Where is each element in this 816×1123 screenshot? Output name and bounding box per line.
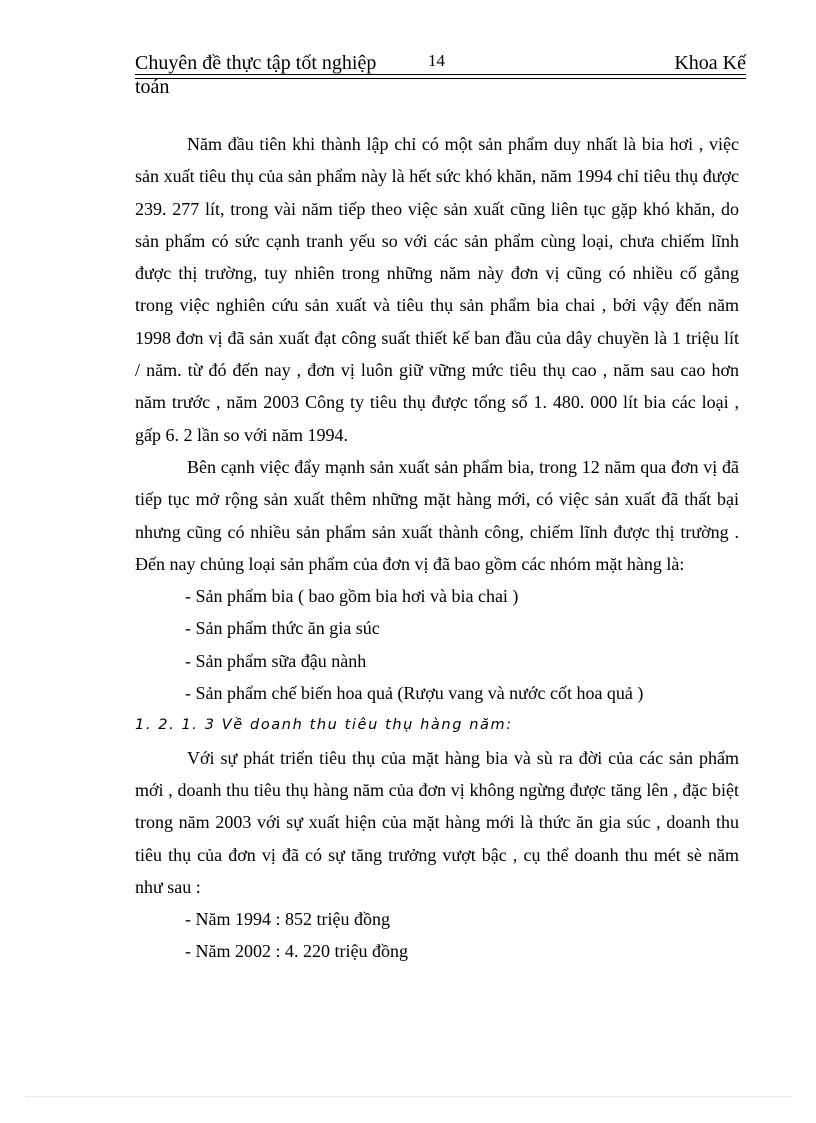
revenue-list-item: - Năm 1994 : 852 triệu đồng <box>185 909 390 930</box>
revenue-list-item: - Năm 2002 : 4. 220 triệu đồng <box>185 941 408 962</box>
header-department-continuation: toán <box>135 76 170 98</box>
header-rule-thick <box>135 74 746 75</box>
header-title: Chuyên đề thực tập tốt nghiệp <box>135 52 377 74</box>
paragraph-intro: Năm đầu tiên khi thành lập chỉ có một sản phẩm duy nhất là bia hơi , việc sản xuất tiêu thụ của sản phẩm này là hết sức khó khăn, năm 1994 chỉ tiêu thụ được 239. 277 lít, trong vài năm tiếp theo việc sản xuất cũng liên tục gặp khó khăn, do sản phẩm có sức cạnh tranh yếu so với các sản phẩm cùng loại, chưa chiếm lĩnh được thị trường, tuy nhiên trong những năm này đơn vị cũng có nhiều cố gắng trong việc nghiên cứu sản xuất và tiêu thụ sản phẩm bia chai , bởi vậy đến năm 1998 đơn vị đã sản xuất đạt công suất thiết kế ban đầu của dây chuyền là 1 triệu lít / năm. từ đó đến nay , đơn vị luôn giữ vững mức tiêu thụ cao , năm sau cao hơn năm trước , năm 2003 Công ty tiêu thụ được tổng số 1. 480. 000 lít bia các loại , gấp 6. 2 lần so với năm 1994. <box>135 134 739 445</box>
product-list-item: - Sản phẩm bia ( bao gồm bia hơi và bia chai ) <box>185 586 519 607</box>
product-list-item: - Sản phẩm sữa đậu nành <box>185 650 367 671</box>
product-list-item: - Sản phẩm thức ăn gia súc <box>185 618 380 639</box>
paragraph-revenue: Với sự phát triển tiêu thụ của mặt hàng bia và sù ra đời của các sản phẩm mới , doanh thu tiêu thụ hàng năm của đơn vị không ngừng được tăng lên , đặc biệt trong năm 2003 với sự xuất hiện của mặt hàng mới là thức ăn gia súc , doanh thu tiêu thụ của đơn vị đã có sự tăng trưởng vượt bậc , cụ thể doanh thu mét sè năm như sau : <box>135 747 739 897</box>
product-list-item: - Sản phẩm chế biến hoa quả (Rượu vang và nước cốt hoa quả ) <box>185 683 644 704</box>
header-rule-thin <box>135 78 746 79</box>
document-body <box>135 128 739 968</box>
header-department: Khoa Kế <box>674 52 746 74</box>
page-header <box>135 50 746 76</box>
paragraph-expansion: Bên cạnh việc đẩy mạnh sản xuất sản phẩm bia, trong 12 năm qua đơn vị đã tiếp tục mở rộng sản xuất thêm những mặt hàng mới, có việc sản xuất đã thất bại nhưng cũng có nhiều sản phẩm sản xuất thành công, chiếm lĩnh được thị trường . Đến nay chủng loại sản phẩm của đơn vị đã bao gồm các nhóm mặt hàng là: <box>135 456 739 574</box>
page-number: 14 <box>428 51 445 70</box>
page-bottom-border <box>25 1096 791 1097</box>
section-subheading: 1. 2. 1. 3 Về doanh thu tiêu thụ hàng năm: <box>135 717 513 734</box>
